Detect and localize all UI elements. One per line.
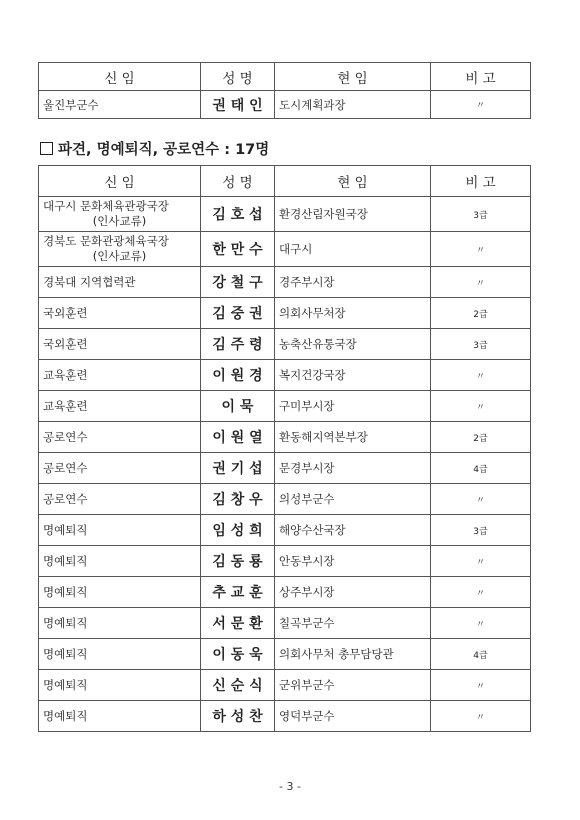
new-post-cell [39, 232, 201, 267]
table-row [39, 298, 531, 329]
new-post-cell [39, 608, 201, 639]
current-post-cell: 의회사무처 총무담당관 [275, 639, 431, 670]
note-cell: 〃 [431, 267, 531, 298]
note-cell: 〃 [431, 577, 531, 608]
note-cell: 〃 [431, 360, 531, 391]
table-row [39, 670, 531, 701]
current-post-cell: 경주부시장 [275, 267, 431, 298]
new-post-cell [39, 453, 201, 484]
current-post-cell: 영덕부군수 [275, 701, 431, 732]
note-cell: 〃 [431, 391, 531, 422]
header-new-post: 신 임 [39, 63, 201, 91]
table-header-row [39, 63, 531, 91]
new-post-cell [39, 422, 201, 453]
table-row [39, 391, 531, 422]
note-cell: 3급 [431, 515, 531, 546]
note-cell: 〃 [431, 670, 531, 701]
table-row [39, 546, 531, 577]
table-row [39, 515, 531, 546]
current-post-cell: 칠곡부군수 [275, 608, 431, 639]
new-post-cell [39, 298, 201, 329]
name-cell: 김 동 룡 [201, 546, 275, 577]
current-post-cell: 대구시 [275, 232, 431, 267]
new-post-text: 교육훈련 [43, 368, 88, 382]
note-cell: 2급 [431, 298, 531, 329]
header-name: 성 명 [201, 63, 275, 91]
table-row [39, 453, 531, 484]
new-post-cell [39, 267, 201, 298]
table-row [39, 360, 531, 391]
name-cell: 강 철 구 [201, 267, 275, 298]
table-row [39, 577, 531, 608]
new-post-text: 명예퇴직 [43, 709, 88, 723]
new-post-cell [39, 515, 201, 546]
name-cell: 김 호 섭 [201, 197, 275, 232]
new-post-text: 경북도 문화관광체육국장 [43, 234, 169, 248]
table-row [39, 329, 531, 360]
note-cell: 3급 [431, 329, 531, 360]
new-post-text: 국외훈련 [43, 306, 88, 320]
new-post-text: 공로연수 [43, 461, 88, 475]
page-number: - 3 - [279, 780, 301, 793]
current-post-cell: 의회사무처장 [275, 298, 431, 329]
note-cell: 〃 [431, 546, 531, 577]
new-post-cell [39, 577, 201, 608]
new-post-cell [39, 484, 201, 515]
section-title [40, 138, 269, 159]
name-cell: 이 원 경 [201, 360, 275, 391]
checkbox-square-icon [40, 142, 53, 155]
current-post-cell: 환동해지역본부장 [275, 422, 431, 453]
name-cell: 임 성 희 [201, 515, 275, 546]
note-cell: 〃 [431, 91, 531, 119]
new-post-cell [39, 639, 201, 670]
current-post-cell: 복지건강국장 [275, 360, 431, 391]
table-row [39, 197, 531, 232]
new-post-cell [39, 329, 201, 360]
header-current-post: 현 임 [275, 63, 431, 91]
new-post-text: 명예퇴직 [43, 585, 88, 599]
note-cell: 3급 [431, 197, 531, 232]
new-post-text: 명예퇴직 [43, 616, 88, 630]
name-cell: 한 만 수 [201, 232, 275, 267]
name-cell: 하 성 찬 [201, 701, 275, 732]
appointment-table-1 [38, 62, 531, 119]
current-post-cell: 안동부시장 [275, 546, 431, 577]
new-post-subtext: (인사교류) [92, 249, 147, 263]
new-post-cell [39, 360, 201, 391]
new-post-text: 명예퇴직 [43, 554, 88, 568]
current-post-cell: 의성부군수 [275, 484, 431, 515]
table-row [39, 608, 531, 639]
new-post-text: 명예퇴직 [43, 523, 88, 537]
header-name: 성 명 [201, 166, 275, 197]
note-cell: 〃 [431, 608, 531, 639]
new-post-text: 경북대 지역협력관 [43, 275, 136, 289]
new-post-text: 공로연수 [43, 492, 88, 506]
table-row [39, 232, 531, 267]
name-cell: 권 태 인 [201, 91, 275, 119]
new-post-cell [39, 546, 201, 577]
name-cell: 이 묵 [201, 391, 275, 422]
new-post-text: 교육훈련 [43, 399, 88, 413]
current-post-cell: 구미부시장 [275, 391, 431, 422]
current-post-cell: 환경산림자원국장 [275, 197, 431, 232]
table-row [39, 267, 531, 298]
name-cell: 서 문 환 [201, 608, 275, 639]
note-cell: 4급 [431, 453, 531, 484]
new-post-text: 공로연수 [43, 430, 88, 444]
new-post-text: 명예퇴직 [43, 647, 88, 661]
note-cell: 2급 [431, 422, 531, 453]
appointment-table-2 [38, 165, 531, 732]
note-cell: 〃 [431, 484, 531, 515]
name-cell: 권 기 섭 [201, 453, 275, 484]
name-cell: 김 중 권 [201, 298, 275, 329]
table-row [39, 91, 531, 119]
new-post-text: 명예퇴직 [43, 678, 88, 692]
name-cell: 김 주 령 [201, 329, 275, 360]
name-cell: 추 교 훈 [201, 577, 275, 608]
table-row [39, 422, 531, 453]
current-post-cell: 문경부시장 [275, 453, 431, 484]
current-post-cell: 농축산유통국장 [275, 329, 431, 360]
note-cell: 〃 [431, 232, 531, 267]
note-cell: 4급 [431, 639, 531, 670]
current-post-cell: 해양수산국장 [275, 515, 431, 546]
header-note: 비 고 [431, 63, 531, 91]
table-row [39, 639, 531, 670]
section-title-text: 파견, 명예퇴직, 공로연수 : 17명 [58, 142, 270, 158]
new-post-cell [39, 197, 201, 232]
new-post-cell [39, 391, 201, 422]
new-post-text: 국외훈련 [43, 337, 88, 351]
new-post-text: 대구시 문화체육관광국장 [43, 199, 169, 213]
header-note: 비 고 [431, 166, 531, 197]
name-cell: 이 동 욱 [201, 639, 275, 670]
name-cell: 이 원 열 [201, 422, 275, 453]
new-post-cell [39, 701, 201, 732]
new-post-cell: 울진부군수 [39, 91, 201, 119]
header-new-post: 신 임 [39, 166, 201, 197]
table-row [39, 484, 531, 515]
name-cell: 신 순 식 [201, 670, 275, 701]
current-post-cell: 군위부군수 [275, 670, 431, 701]
note-cell: 〃 [431, 701, 531, 732]
table-header-row [39, 166, 531, 197]
header-current-post: 현 임 [275, 166, 431, 197]
name-cell: 김 창 우 [201, 484, 275, 515]
new-post-cell [39, 670, 201, 701]
table-row [39, 701, 531, 732]
current-post-cell: 상주부시장 [275, 577, 431, 608]
current-post-cell: 도시계획과장 [275, 91, 431, 119]
new-post-subtext: (인사교류) [92, 214, 147, 228]
